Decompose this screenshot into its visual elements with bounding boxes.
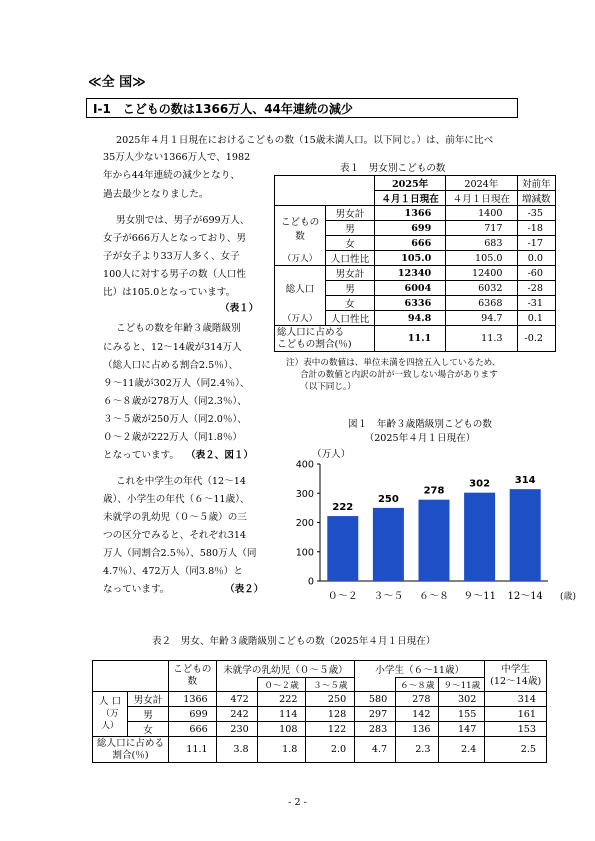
table2-cell: 4.7 [355,737,396,763]
table1-unit: （万人） [275,251,326,266]
table2-group-pop-a: 人 口 [98,696,122,707]
x-tick-label: 12～14 [507,591,543,602]
table2-cell: 153 [485,722,547,737]
table2 [92,660,547,763]
table2-cell: 230 [216,722,257,737]
table1-col-diff: 対前年 [517,176,556,191]
table1-row-label: 人口性比 [326,311,375,326]
figure1-subtitle: （2025年４月１日現在） [364,433,476,444]
page-heading-label: Ⅰ-1 こどもの数は1366万人、44年連続の減少 [93,102,353,116]
table2-group-pop [93,692,128,737]
bar [510,489,541,581]
table1-cell: 1366 [375,206,446,221]
table2-cell: 142 [396,707,439,722]
table1-cell: -31 [517,296,556,311]
paragraph-3-line2: にみると、12～14歳が314万人 [103,342,242,353]
table1-unit: （万人） [275,311,326,326]
table1-cell: 0.0 [517,251,556,266]
paragraph-4-line6: 4.7％）、472万人（同3.8％）と [103,566,243,577]
table2-cell: 3.8 [216,737,257,763]
table1-note-2: 合計の数値と内訳の計が一致しない場合があります [300,370,498,380]
y-tick-label: 100 [295,547,314,559]
table2-blank [216,678,257,692]
table1-cell: 105.0 [375,251,446,266]
paragraph-3-line8: となっています。 [103,450,179,461]
paragraph-4-line3: 未就学の乳幼児（０～５歳）の三 [103,512,247,523]
figure1-title: 図１ 年齢３歳階級別こどもの数 [348,419,492,430]
table1-group-total: 総人口 [275,266,326,311]
table2-cell: 297 [355,707,396,722]
table1-share-label-b: こどもの割合(％) [277,338,352,350]
table1-col-2024-sub: ４月１日現在 [446,191,517,206]
table2-row-label: 男 [128,707,169,722]
table2-cell: 302 [439,692,485,707]
table1-cell: -35 [517,206,556,221]
table1-corner [275,176,375,206]
table2-cell: 2.3 [396,737,439,763]
paragraph-2-line3: 子が女子より33万人多く、女子 [103,251,240,262]
table1-col-2025: 2025年 [375,176,446,191]
paragraph-4-line7: なっています。 [103,584,170,595]
x-tick-label: ９～11 [463,591,496,602]
table1-cell: 1400 [446,206,517,221]
y-tick-label: 200 [295,518,314,529]
table1-cell: 6368 [446,296,517,311]
table1-cell: 11.1 [375,326,446,352]
y-tick-label: 0 [307,576,314,588]
x-tick-label: ０～２ [327,591,358,602]
table1-notes [286,357,501,393]
figure1-unit: （万人） [312,449,351,460]
bar [373,508,404,581]
bar [419,500,450,581]
table2-cell: 1366 [169,692,217,707]
table1-cell: -18 [517,221,556,236]
table1-row-label: 女 [326,236,375,251]
table2-cell: 136 [396,722,439,737]
paragraph-3-line1: こどもの数を年齢３歳階級別 [116,323,241,334]
table2-h-ele-b: ９～11歳 [439,678,485,692]
table2-title: 表２ 男女、年齢３歳階級別こどもの数（2025年４月１日現在） [152,636,436,647]
data-label: 250 [377,493,399,505]
table1-cell: 11.3 [446,326,517,352]
table1-group-child: こどもの数 [275,206,326,251]
table2-cell: 666 [169,722,217,737]
paragraph-2-line1: 男女別では、男子が699万人、 [116,215,250,226]
table1-cell: -28 [517,281,556,296]
bar [464,493,495,581]
table1-cell: 6004 [375,281,446,296]
table2-cell: 250 [306,692,355,707]
table1-cell: 12340 [375,266,446,281]
table2-row-label: 男女計 [128,692,169,707]
paragraph-4-line1: これを中学生の年代（12～14 [116,476,246,487]
paragraph-3-line4: ９～11歳が302万人（同2.4％）、 [103,378,250,389]
table1-row-label: 男 [326,221,375,236]
table1-cell: 12400 [446,266,517,281]
table1-share-label-a: 総人口に占める [277,326,345,338]
table2-cell: 161 [485,707,547,722]
table-ref-1: （表１） [220,303,259,314]
table2-row-label: 女 [128,722,169,737]
paragraph-3-line7: ０～２歳が222万人（同1.8％） [103,432,243,443]
table2-cell: 278 [396,692,439,707]
table1-cell: 94.7 [446,311,517,326]
paragraph-1-line3: 年から44年連続の減少となり、 [103,170,240,181]
table2-cell: 242 [216,707,257,722]
table1-cell: 105.0 [446,251,517,266]
paragraph-1-line2: 35万人少ない1366万人で、1982 [103,152,251,163]
section-title: ≪全 国≫ [88,75,146,90]
table1-row-label: 男女計 [326,266,375,281]
table2-cell: 2.5 [485,737,547,763]
paragraph-3-line3: （総人口に占める割合2.5％）、 [103,360,239,371]
data-label: 302 [469,478,491,490]
y-tick-label: 300 [295,488,314,500]
table2-cell: 114 [257,707,306,722]
table1-row-label: 男女計 [326,206,375,221]
table2-cell: 128 [306,707,355,722]
table2-h-pre-b: ３～５歳 [306,678,355,692]
table1-cell: 699 [375,221,446,236]
table2-cell: 2.4 [439,737,485,763]
table2-h-junior-b: (12～14歳) [490,676,542,687]
paragraph-2-line5: 比）は105.0となっています。 [103,287,236,298]
table1-cell: 717 [446,221,517,236]
table1-cell: 6032 [446,281,517,296]
table2-cell: 108 [257,722,306,737]
figure1-chart [280,448,580,608]
table2-cell: 122 [306,722,355,737]
paragraph-4-line5: 万人（同割合2.5％）、580万人（同 [103,548,257,559]
table2-h-pre-a: ０～２歳 [257,678,306,692]
table2-h-junior-a: 中学生 [501,664,531,675]
page-heading [86,98,518,118]
table2-group-pop-b: （万人） [101,709,119,731]
table2-h-junior [485,661,547,692]
table1-cell: -0.2 [517,326,556,352]
table1-cell: 683 [446,236,517,251]
table2-cell: 155 [439,707,485,722]
table2-h-preschool: 未就学の乳幼児（０～５歳） [216,661,355,678]
table2-share-label-b: 割合(％) [112,749,149,761]
paragraph-3-line6: ３～５歳が250万人（同2.0％）、 [103,414,247,425]
table1-cell: -60 [517,266,556,281]
table1-cell: -17 [517,236,556,251]
table1-cell: 666 [375,236,446,251]
data-label: 314 [514,475,536,487]
x-axis-suffix: (歳) [560,592,577,602]
paragraph-4-line4: つの区分でみると、それぞれ314 [103,530,247,541]
table1-col-2025-sub: ４月１日現在 [375,191,446,206]
x-tick-label: ６～８ [419,591,449,602]
table1-row-label: 人口性比 [326,251,375,266]
table1 [274,175,556,352]
table2-h-ele-a: ６～８歳 [396,678,439,692]
y-tick-label: 400 [295,459,314,471]
table2-cell: 222 [257,692,306,707]
table2-cell: 580 [355,692,396,707]
table2-h-child [169,661,217,692]
table2-cell: 699 [169,707,217,722]
table2-cell: 2.0 [306,737,355,763]
paragraph-4-line2: 歳）、小学生の年代（６～11歳）、 [103,494,250,505]
data-label: 278 [423,485,445,497]
table2-h-child-a: こどもの [173,664,212,675]
table2-h-child-b: 数 [187,676,198,687]
table1-col-diff-sub: 増減数 [517,191,556,206]
x-tick-label: ３～５ [373,591,404,602]
table2-cell: 147 [439,722,485,737]
table1-cell: 6336 [375,296,446,311]
table2-cell: 314 [485,692,547,707]
table2-cell: 1.8 [257,737,306,763]
paragraph-2-line4: 100人に対する男子の数（人口性 [103,269,247,280]
table2-corner [93,661,169,692]
table-ref-2: （表２、図１） [186,450,254,461]
table2-share-label-a: 総人口に占める [96,737,165,749]
table1-note-1: 注）表中の数値は、単位未満を四捨五入しているため、 [286,358,501,368]
table2-share-label [93,737,169,763]
table1-note-3: （以下同じ。） [300,382,356,392]
table1-row-label: 男 [326,281,375,296]
table1-share-label [275,326,375,352]
data-label: 222 [332,502,354,514]
table1-cell: 94.8 [375,311,446,326]
paragraph-3-line5: ６～８歳が278万人（同2.3％）、 [103,396,247,407]
table-ref-3: （表２） [225,584,264,595]
paragraph-1-line1: 2025年４月１日現在におけるこどもの数（15歳未満人口。以下同じ。）は、前年に比べ [116,135,494,146]
table2-cell: 283 [355,722,396,737]
paragraph-1-line4: 過去最少となりました。 [103,189,209,200]
table1-col-2024: 2024年 [446,176,517,191]
table2-h-elementary: 小学生（６～11歳） [355,661,485,678]
table1-title: 表１ 男女別こどもの数 [340,163,446,174]
table1-cell: 0.1 [517,311,556,326]
table2-cell: 11.1 [169,737,217,763]
bar [327,516,358,581]
paragraph-2-line2: 女子が666万人となっており、男 [103,233,247,244]
table2-cell: 472 [216,692,257,707]
table2-blank [355,678,396,692]
page-number: - 2 - [288,797,307,808]
table1-row-label: 女 [326,296,375,311]
